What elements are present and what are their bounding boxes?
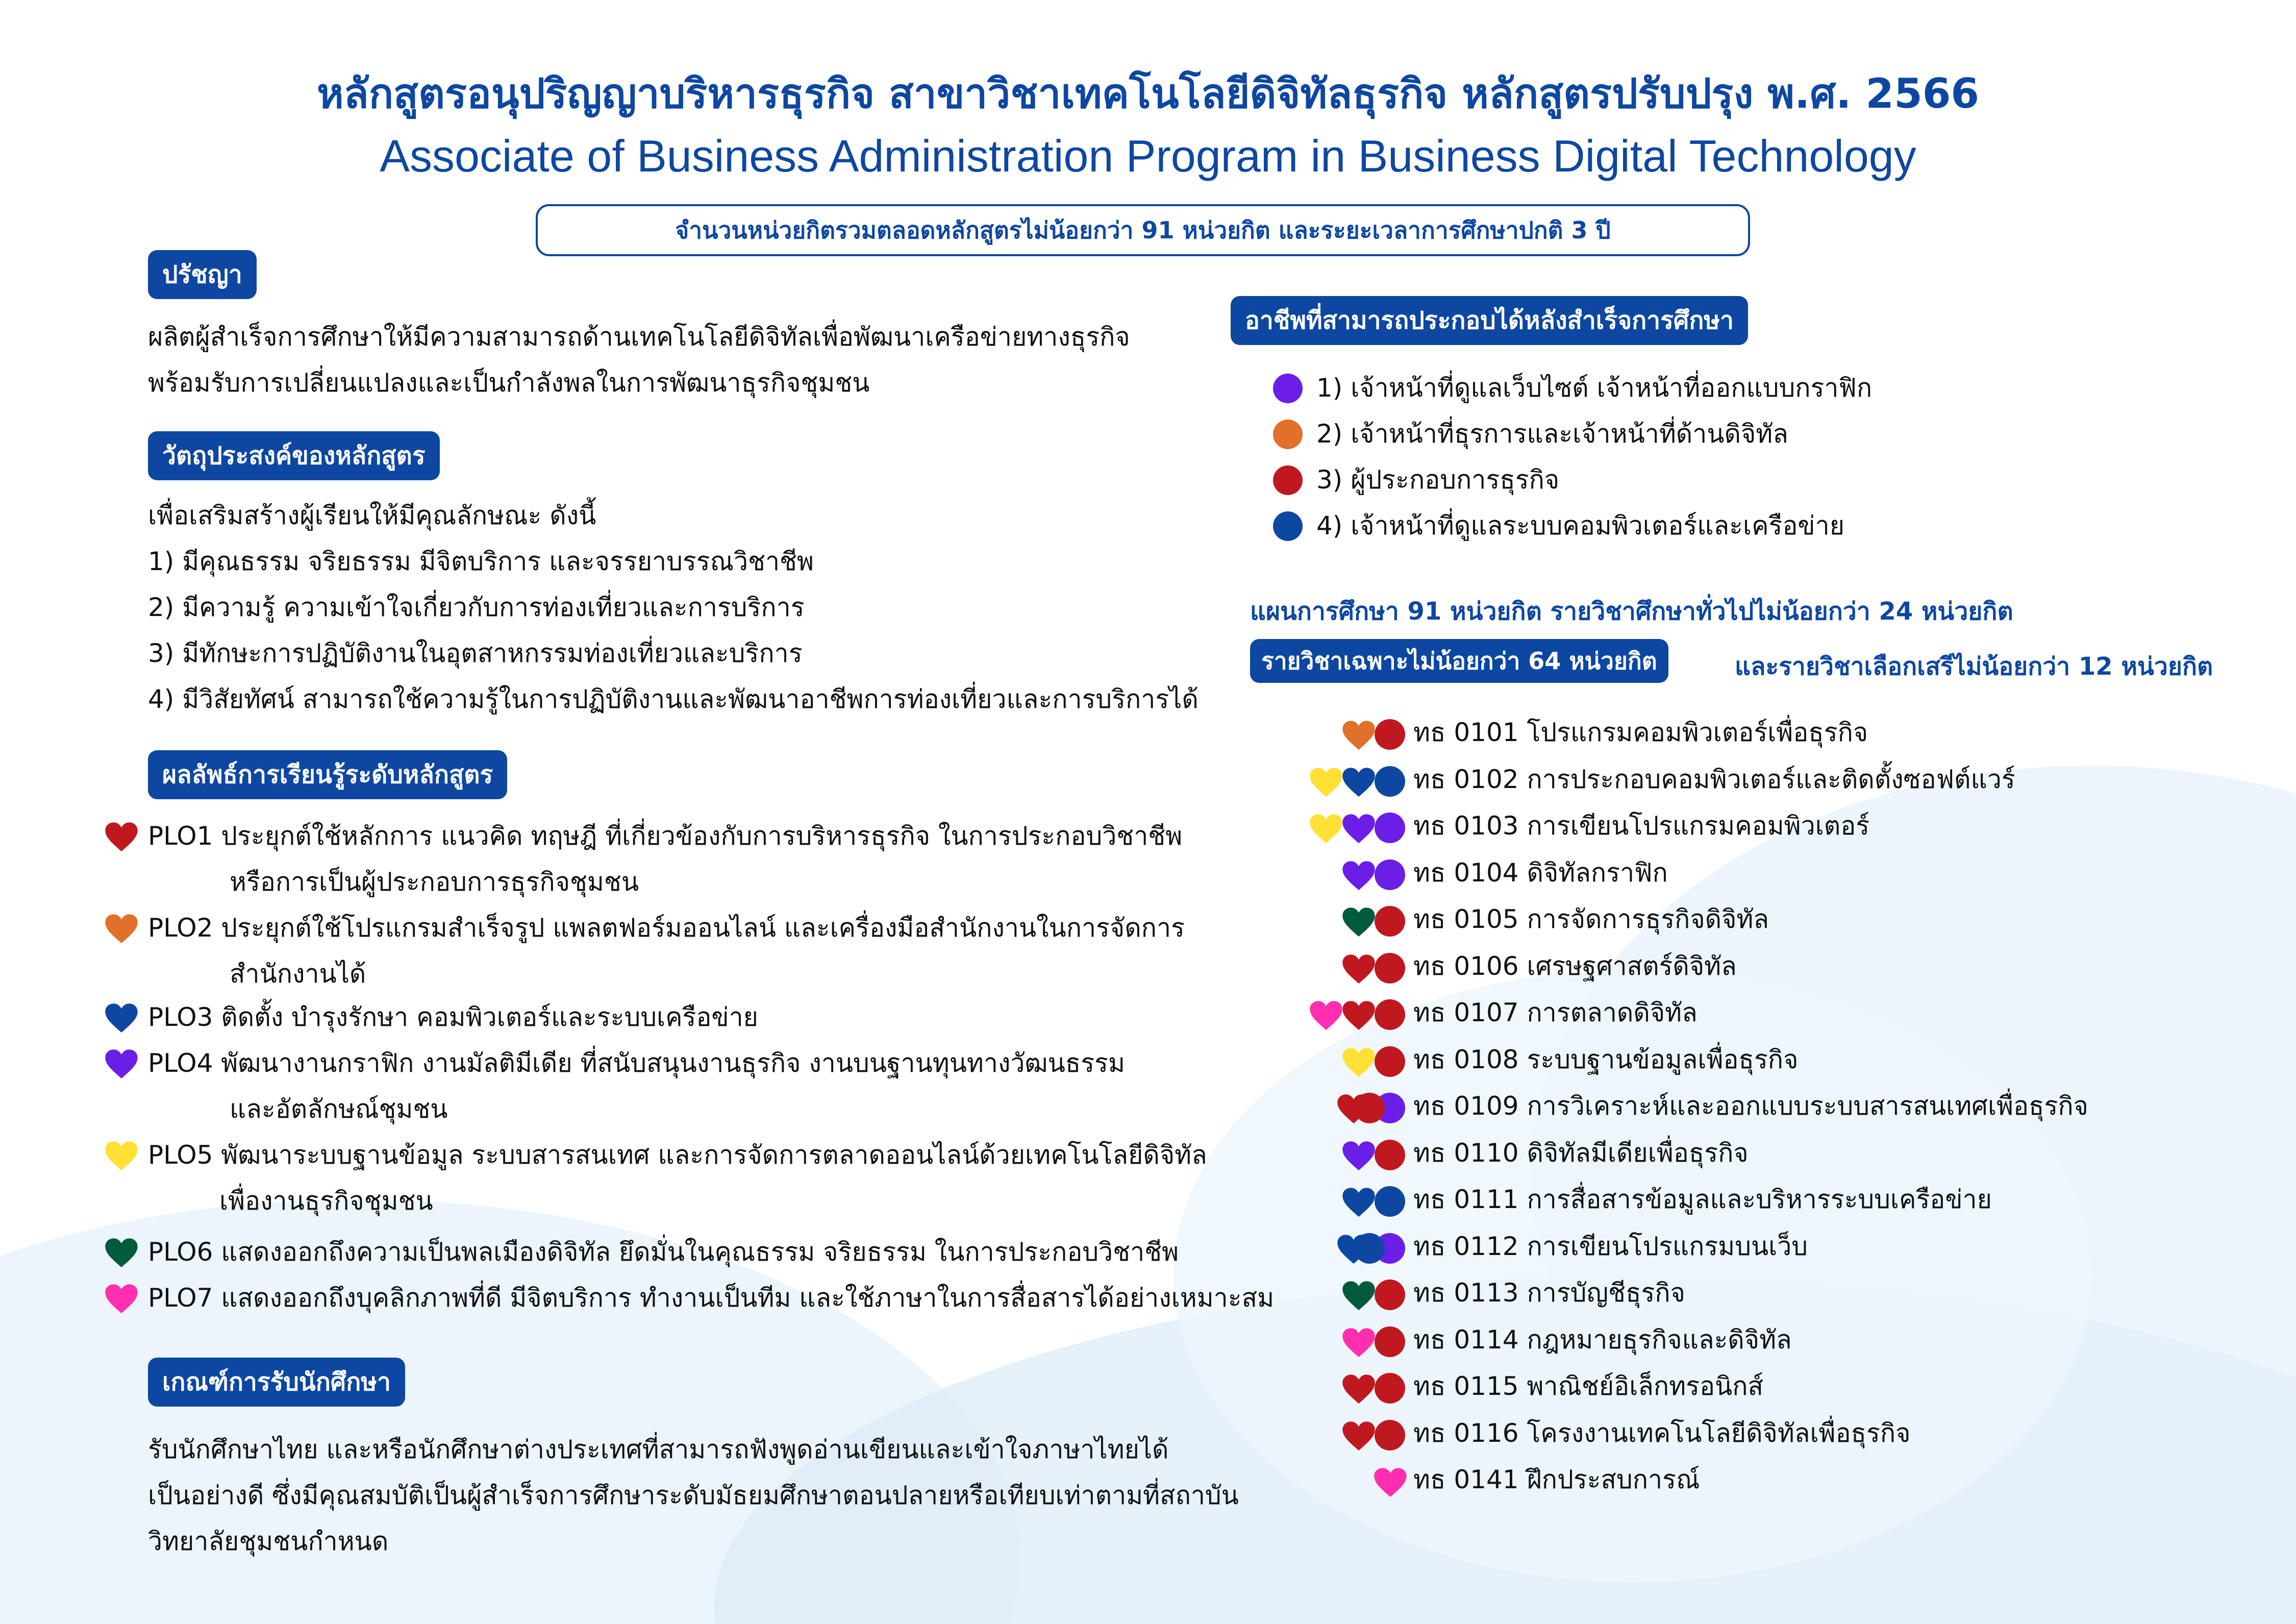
course-item: ทธ 0102 การประกอบคอมพิวเตอร์และติดตั้งซอฟต์แวร์: [1413, 764, 2015, 794]
plo-item-text: PLO7 แสดงออกถึงบุคลิกภาพที่ดี มีจิตบริการ ทำงานเป็นทีม และใช้ภาษาในการสื่อสารได้อย่างเหมาะสม: [148, 1283, 1275, 1313]
circle-icon: [1273, 420, 1303, 449]
circle-icon: [1375, 1279, 1405, 1310]
page-title-english: Associate of Business Administration Program in Business Digital Technology: [380, 131, 1916, 181]
heart-icon: [1342, 1141, 1376, 1173]
circle-icon: [1375, 1420, 1405, 1450]
plo-item-text: PLO6 แสดงออกถึงความเป็นพลเมืองดิจิทัล ยึดมั่นในคุณธรรม จริยธรรม ในการประกอบวิชาชีพ: [148, 1237, 1179, 1267]
course-item: ทธ 0114 กฎหมายธุรกิจและดิจิทัล: [1413, 1324, 1792, 1355]
objectives-line: 2) มีความรู้ ความเข้าใจเกี่ยวกับการท่องเที่ยวและการบริการ: [148, 593, 805, 622]
career-item: 2) เจ้าหน้าที่ธุรการและเจ้าหน้าที่ด้านดิจิทัล: [1316, 419, 1788, 449]
heart-icon: [1309, 814, 1343, 846]
circle-icon: [1375, 719, 1405, 750]
circle-icon: [1375, 813, 1405, 843]
circle-icon: [1375, 906, 1405, 937]
study-plan-line: แผนการศึกษา 91 หน่วยกิต รายวิชาศึกษาทั่วไปไม่น้อยกว่า 24 หน่วยกิต: [1250, 597, 2013, 626]
heart-icon: [1342, 720, 1376, 752]
course-item: ทธ 0104 ดิจิทัลกราฟิก: [1413, 857, 1668, 888]
heart-icon: [1342, 1281, 1376, 1313]
course-item: ทธ 0111 การสื่อสารข้อมูลและบริหารระบบเครือข่าย: [1413, 1185, 1992, 1214]
objectives-heading: วัตถุประสงค์ของหลักสูตร: [148, 431, 440, 480]
heart-icon: [1342, 1327, 1376, 1360]
heart-icon: [1342, 1047, 1376, 1079]
plo-item-text: PLO5 พัฒนาระบบฐานข้อมูล ระบบสารสนเทศ และการจัดการตลาดออนไลน์ด้วยเทคโนโลยีดิจิทัล: [148, 1140, 1207, 1170]
career-item: 4) เจ้าหน้าที่ดูแลระบบคอมพิวเตอร์และเครือข่าย: [1316, 511, 1844, 540]
course-item: ทธ 0101 โปรแกรมคอมพิวเตอร์เพื่อธุรกิจ: [1413, 718, 1868, 747]
heart-icon: [105, 1238, 138, 1270]
circle-icon: [1375, 999, 1405, 1030]
plo-item-text: PLO4 พัฒนางานกราฟิก งานมัลติมีเดีย ที่สนับสนุนงานธุรกิจ งานบนฐานทุนทางวัฒนธรรม: [148, 1048, 1125, 1078]
course-item: ทธ 0113 การบัญชีธุรกิจ: [1413, 1278, 1685, 1308]
circle-icon: [1375, 1373, 1405, 1404]
course-item: ทธ 0115 พาณิชย์อิเล็กทรอนิกส์: [1413, 1371, 1764, 1401]
circle-icon: [1375, 1140, 1405, 1170]
career-item: 3) ผู้ประกอบการธุรกิจ: [1316, 465, 1560, 495]
circle-icon: [1375, 953, 1405, 983]
admission-line: รับนักศึกษาไทย และหรือนักศึกษาต่างประเทศที่สามารถฟังพูดอ่านเขียนและเข้าใจภาษาไทยได้: [148, 1435, 1169, 1464]
course-item: ทธ 0110 ดิจิทัลมีเดียเพื่อธุรกิจ: [1413, 1138, 1749, 1168]
plo-item-text: PLO1 ประยุกต์ใช้หลักการ แนวคิด ทฤษฎี ที่เกี่ยวข้องกับการบริหารธุรกิจ ในการประกอบวิชาชีพ: [148, 821, 1183, 851]
admission-line: เป็นอย่างดี ซึ่งมีคุณสมบัติเป็นผู้สำเร็จการศึกษาระดับมัธยมศึกษาตอนปลายหรือเทียบเท่าตามที่สถาบัน: [148, 1481, 1239, 1510]
philosophy-line: ผลิตผู้สำเร็จการศึกษาให้มีความสามารถด้านเทคโนโลยีดิจิทัลเพื่อพัฒนาเครือข่ายทางธุรกิจ: [148, 322, 1130, 352]
heart-icon: [1342, 1421, 1376, 1453]
circle-icon: [1273, 511, 1303, 541]
course-item: ทธ 0141 ฝึกประสบการณ์: [1413, 1465, 1700, 1494]
heart-icon: [1374, 1467, 1407, 1499]
circle-icon: [1375, 766, 1405, 797]
heart-icon: [1309, 1000, 1343, 1032]
plo-heading: ผลลัพธ์การเรียนรู้ระดับหลักสูตร: [148, 750, 507, 799]
circle-icon: [1375, 1326, 1405, 1357]
course-item: ทธ 0116 โครงงานเทคโนโลยีดิจิทัลเพื่อธุรกิจ: [1413, 1418, 1911, 1448]
careers-heading: อาชีพที่สามารถประกอบได้หลังสำเร็จการศึกษา: [1231, 296, 1748, 345]
admission-heading: เกณฑ์การรับนักศึกษา: [148, 1358, 405, 1407]
objectives-line: 3) มีทักษะการปฏิบัติงานในอุตสาหกรรมท่องเที่ยวและบริการ: [148, 638, 803, 668]
plo-item-text: PLO2 ประยุกต์ใช้โปรแกรมสำเร็จรูป แพลตฟอร์มออนไลน์ และเครื่องมือสำนักงานในการจัดการ: [148, 913, 1185, 943]
heart-icon: [1342, 1187, 1376, 1219]
course-item: ทธ 0107 การตลาดดิจิทัล: [1413, 998, 1698, 1027]
heart-icon: [1337, 1234, 1370, 1266]
admission-line: วิทยาลัยชุมชนกำหนด: [148, 1527, 389, 1556]
heart-icon: [1342, 1000, 1376, 1032]
heart-icon: [105, 914, 138, 946]
course-item: ทธ 0112 การเขียนโปรแกรมบนเว็บ: [1413, 1231, 1808, 1261]
heart-icon: [105, 1003, 138, 1035]
heart-icon: [1342, 814, 1376, 846]
heart-icon: [1337, 1094, 1370, 1126]
heart-icon: [1309, 767, 1343, 799]
objectives-line: เพื่อเสริมสร้างผู้เรียนให้มีคุณลักษณะ ดังนี้: [148, 501, 596, 530]
objectives-line: 1) มีคุณธรรม จริยธรรม มีจิตบริการ และจรรยาบรรณวิชาชีพ: [148, 547, 814, 576]
heart-icon: [105, 822, 138, 854]
course-item: ทธ 0105 การจัดการธุรกิจดิจิทัล: [1413, 904, 1769, 934]
career-item: 1) เจ้าหน้าที่ดูแลเว็บไซต์ เจ้าหน้าที่ออกแบบกราฟิก: [1316, 373, 1873, 403]
circle-icon: [1375, 859, 1405, 890]
heart-icon: [105, 1284, 138, 1316]
course-item: ทธ 0108 ระบบฐานข้อมูลเพื่อธุรกิจ: [1413, 1044, 1799, 1074]
elective-courses-note: และรายวิชาเลือกเสรีไม่น้อยกว่า 12 หน่วยกิต: [1735, 652, 2213, 681]
heart-icon: [1342, 907, 1376, 939]
heart-icon: [1342, 860, 1376, 893]
heart-icon: [1342, 1374, 1376, 1406]
heart-icon: [1342, 954, 1376, 986]
objectives-line: 4) มีวิสัยทัศน์ สามารถใช้ความรู้ในการปฏิบัติงานและพัฒนาอาชีพการท่องเที่ยวและการบริการได้: [148, 684, 1199, 714]
credit-summary-box: จำนวนหน่วยกิตรวมตลอดหลักสูตรไม่น้อยกว่า 91 หน่วยกิต และระยะเวลาการศึกษาปกติ 3 ปี: [536, 204, 1750, 256]
circle-icon: [1273, 374, 1303, 403]
course-item: ทธ 0109 การวิเคราะห์และออกแบบระบบสารสนเทศเพื่อธุรกิจ: [1413, 1091, 2088, 1121]
heart-icon: [105, 1141, 138, 1173]
circle-icon: [1375, 1046, 1405, 1077]
heart-icon: [1342, 767, 1376, 799]
plo-item-text-cont: เพื่องานธุรกิจชุมชน: [219, 1186, 433, 1216]
philosophy-line: พร้อมรับการเปลี่ยนแปลงและเป็นกำลังพลในการพัฒนาธุรกิจชุมชน: [148, 368, 870, 398]
plo-item-text-cont: สำนักงานได้: [230, 959, 366, 989]
course-item: ทธ 0103 การเขียนโปรแกรมคอมพิวเตอร์: [1413, 811, 1870, 841]
plo-item-text: PLO3 ติดตั้ง บำรุงรักษา คอมพิวเตอร์และระบบเครือข่าย: [148, 1002, 758, 1032]
plo-item-text-cont: และอัตลักษณ์ชุมชน: [230, 1094, 448, 1124]
heart-icon: [105, 1049, 138, 1081]
course-item: ทธ 0106 เศรษฐศาสตร์ดิจิทัล: [1413, 951, 1737, 981]
specific-courses-pill: รายวิชาเฉพาะไม่น้อยกว่า 64 หน่วยกิต: [1250, 639, 1668, 683]
plo-item-text-cont: หรือการเป็นผู้ประกอบการธุรกิจชุมชน: [230, 867, 639, 897]
philosophy-heading: ปรัชญา: [148, 250, 257, 299]
circle-icon: [1273, 465, 1303, 495]
circle-icon: [1375, 1186, 1405, 1217]
page-title-thai: หลักสูตรอนุปริญญาบริหารธุรกิจ สาขาวิชาเทคโนโลยีดิจิทัลธุรกิจ หลักสูตรปรับปรุง พ.ศ. 2566: [316, 70, 1980, 117]
